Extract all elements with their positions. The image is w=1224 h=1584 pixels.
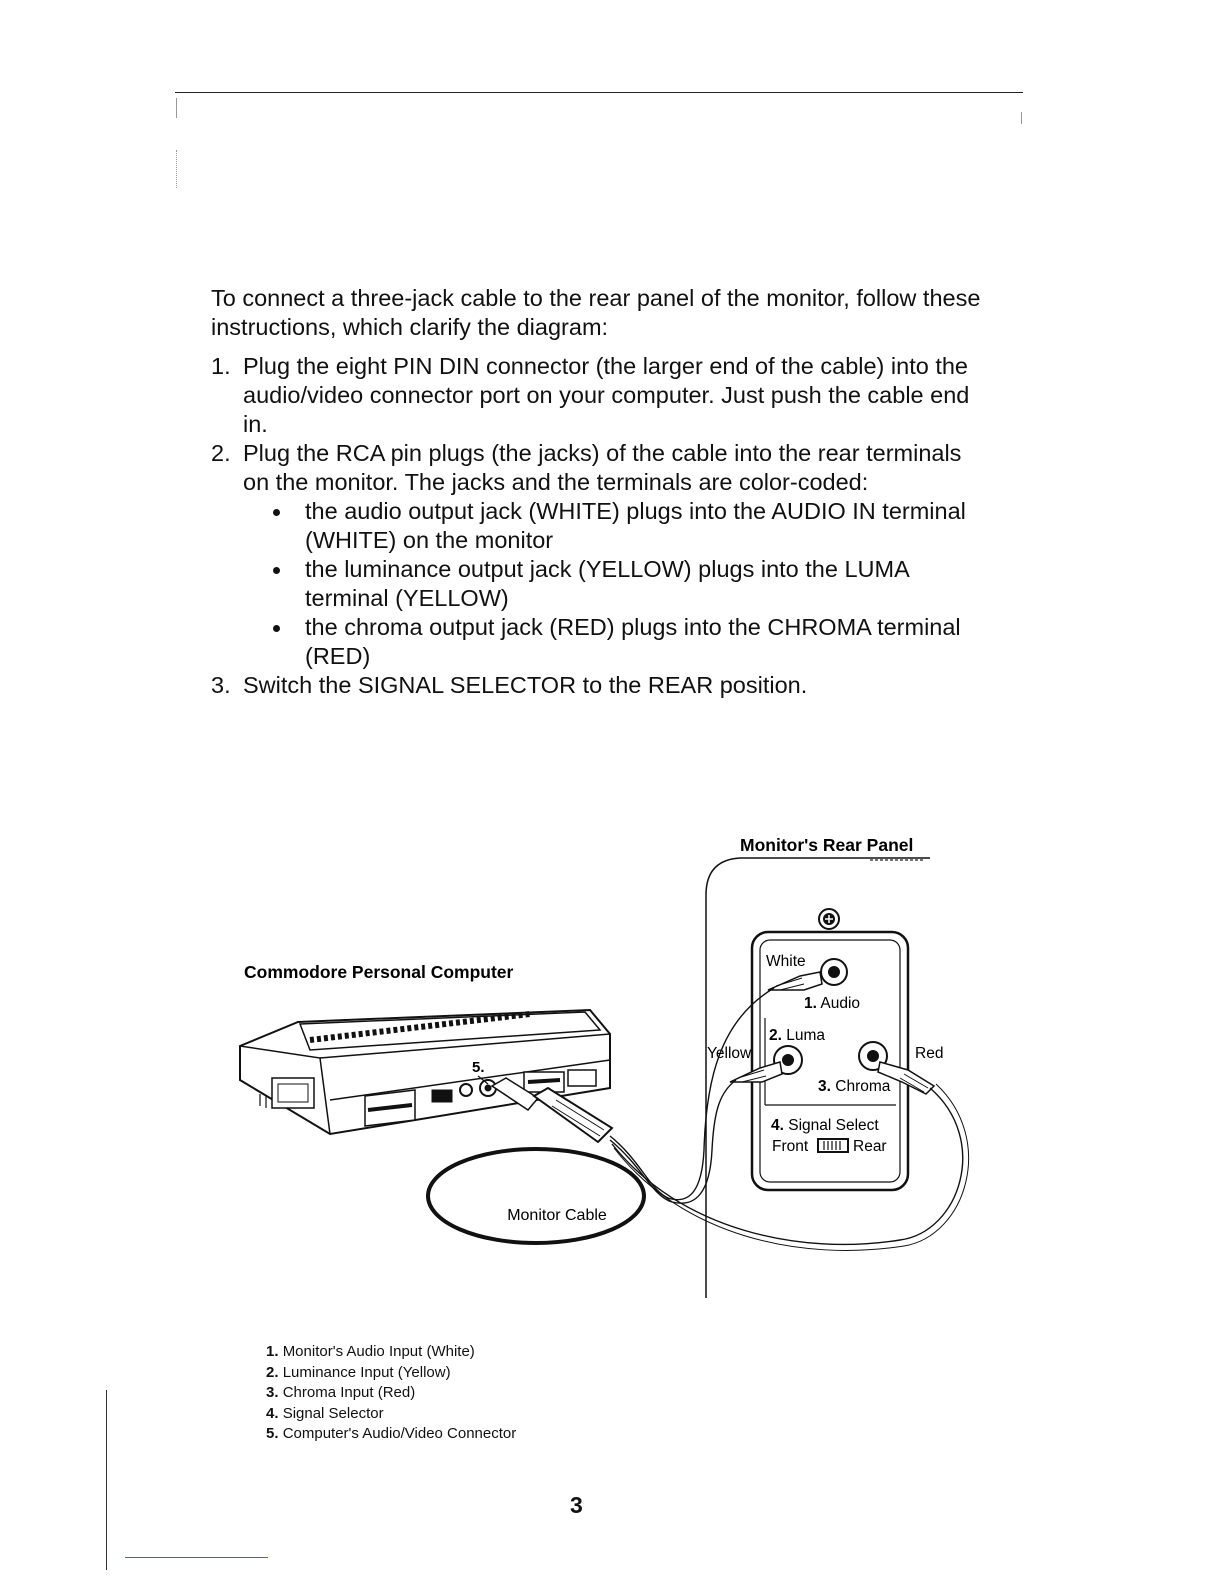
legend-item: 3. Chroma Input (Red) <box>266 1384 416 1401</box>
svg-text:4. Signal Select <box>771 1117 879 1134</box>
cable-label: Monitor Cable <box>507 1207 607 1224</box>
footer-rule <box>125 1557 268 1558</box>
intro-paragraph: To connect a three-jack cable to the rear panel of the monitor, follow these instructions, which clarify the diagram: <box>211 285 981 340</box>
yellow-label: Yellow <box>707 1045 752 1062</box>
bullet-luma: the luminance output jack (YELLOW) plugs into the LUMA terminal (YELLOW) <box>243 555 991 613</box>
front-label: Front <box>772 1138 809 1155</box>
computer-label: Commodore Personal Computer <box>244 962 514 982</box>
legend-item: 2. Luminance Input (Yellow) <box>266 1363 451 1381</box>
signal-selector-switch-icon <box>818 1139 848 1152</box>
step-number: 1. <box>211 353 231 379</box>
legend-item: 1. Monitor's Audio Input (White) <box>266 1343 475 1360</box>
luma-number: 2. <box>769 1027 782 1044</box>
red-label: Red <box>915 1045 944 1062</box>
step-text: Switch the SIGNAL SELECTOR to the REAR position. <box>243 672 808 698</box>
bullet-chroma: the chroma output jack (RED) plugs into the CHROMA terminal (RED) <box>243 613 991 671</box>
svg-text:2. Luma <box>769 1027 825 1044</box>
audio-label: Audio <box>820 995 861 1012</box>
select-number: 4. <box>771 1117 784 1134</box>
bullet-audio: the audio output jack (WHITE) plugs into the AUDIO IN terminal (WHITE) on the monitor <box>243 497 991 555</box>
svg-text:1. Audio <box>804 995 860 1012</box>
chroma-label: Chroma <box>835 1078 891 1095</box>
step-text: Plug the eight PIN DIN connector (the larger end of the cable) into the audio/video connector port on your computer. Just push the cable end in. <box>243 353 970 437</box>
connector-callout: 5. <box>472 1059 485 1076</box>
margin-rule <box>106 1390 107 1570</box>
luma-label: Luma <box>786 1027 826 1044</box>
audio-number: 1. <box>804 995 817 1012</box>
chroma-number: 3. <box>818 1078 831 1095</box>
computer-illustration <box>240 1010 610 1134</box>
step-number: 2. <box>211 440 231 466</box>
legend-item: 5. Computer's Audio/Video Connector <box>266 1425 517 1442</box>
diagram-legend <box>266 1342 516 1445</box>
page-number: 3 <box>570 1492 583 1518</box>
step-text: Plug the RCA pin plugs (the jacks) of the cable into the rear terminals on the monitor. The jacks and the terminals are color-coded: <box>243 440 962 495</box>
legend-item: 4. Signal Selector <box>266 1404 384 1422</box>
panel-title: Monitor's Rear Panel <box>740 835 914 855</box>
rear-label: Rear <box>853 1138 887 1155</box>
select-label: Signal Select <box>788 1117 879 1134</box>
screw-icon <box>819 909 839 929</box>
white-label: White <box>766 953 806 970</box>
cable-coil <box>428 1149 644 1243</box>
svg-text:3. Chroma <box>818 1078 891 1095</box>
step-number: 3. <box>211 672 231 698</box>
